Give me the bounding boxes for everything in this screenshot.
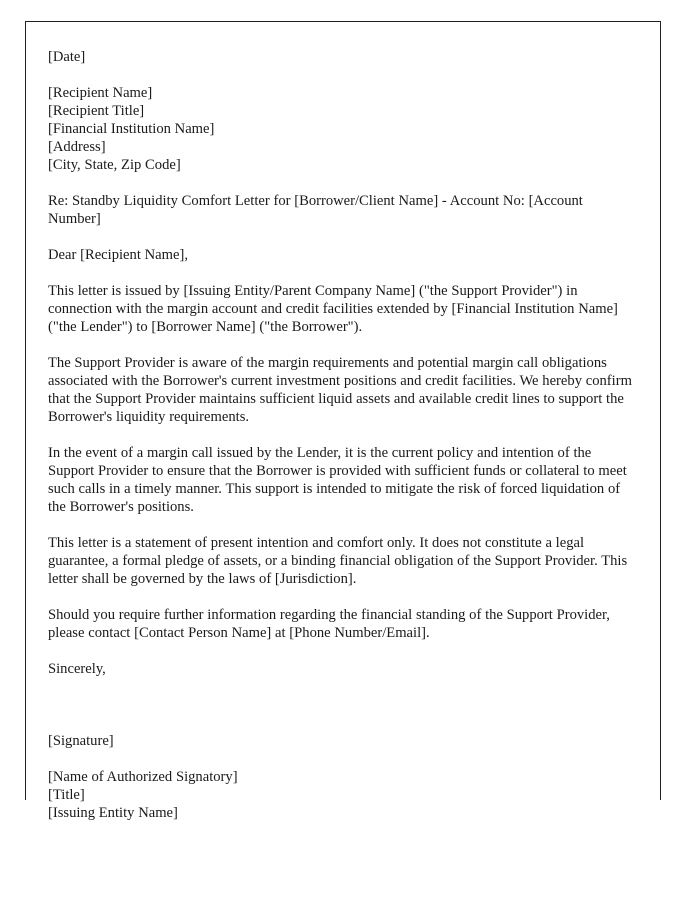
signatory-name: [Name of Authorized Signatory] [48, 769, 238, 785]
recipient-title: [Recipient Title] [48, 103, 145, 119]
date-block [48, 48, 632, 66]
spacer [48, 228, 632, 246]
letter-body [48, 48, 632, 822]
spacer [48, 750, 632, 768]
recipient-address: [Address] [48, 139, 106, 155]
signatory-entity: [Issuing Entity Name] [48, 805, 178, 821]
subject-block [48, 192, 632, 228]
body-paragraph-5: Should you require further information regarding the financial standing of the Support Provider, please contact [Contact Person Name] at [Phone Number/Email]. [48, 607, 610, 641]
spacer [48, 174, 632, 192]
spacer [48, 426, 632, 444]
closing-block [48, 660, 632, 678]
subject-line: Re: Standby Liquidity Comfort Letter for [Borrower/Client Name] - Account No: [Account Number] [48, 193, 583, 227]
closing-salutation: Sincerely, [48, 661, 106, 677]
spacer [48, 336, 632, 354]
signature-placeholder: [Signature] [48, 733, 114, 749]
recipient-address-block [48, 84, 632, 174]
body-paragraph-1: This letter is issued by [Issuing Entity/Parent Company Name] ("the Support Provider") in connection with the margin account and credit facilities extended by [Financial Institution Name] ("the Lender") to [Borrower Name] ("the Borrower"). [48, 283, 618, 335]
signatory-block [48, 768, 632, 822]
body-paragraph-2: The Support Provider is aware of the margin requirements and potential margin call obligations associated with the Borrower's current investment positions and credit facilities. We hereby confirm that the Support Provider maintains sufficient liquid assets and available credit lines to support the Borrower's liquidity requirements. [48, 355, 632, 425]
recipient-institution: [Financial Institution Name] [48, 121, 215, 137]
signature-placeholder-block [48, 732, 632, 750]
spacer [48, 588, 632, 606]
salutation-block [48, 246, 632, 264]
body-paragraph-4: This letter is a statement of present intention and comfort only. It does not constitute a legal guarantee, a formal pledge of assets, or a binding financial obligation of the Support Provider. This letter shall be governed by the laws of [Jurisdiction]. [48, 535, 628, 587]
spacer [48, 642, 632, 660]
salutation: Dear [Recipient Name], [48, 247, 188, 263]
spacer [48, 516, 632, 534]
spacer [48, 264, 632, 282]
document-page [25, 21, 661, 821]
signature-space [48, 678, 632, 732]
body-paragraph-3: In the event of a margin call issued by the Lender, it is the current policy and intention of the Support Provider to ensure that the Borrower is provided with sufficient funds or collateral to meet such calls in a timely manner. This support is intended to mitigate the risk of forced liquidation of the Borrower's positions. [48, 445, 627, 515]
signatory-title: [Title] [48, 787, 85, 803]
spacer [48, 66, 632, 84]
date-placeholder: [Date] [48, 49, 86, 65]
recipient-city-state-zip: [City, State, Zip Code] [48, 157, 181, 173]
recipient-name: [Recipient Name] [48, 85, 153, 101]
